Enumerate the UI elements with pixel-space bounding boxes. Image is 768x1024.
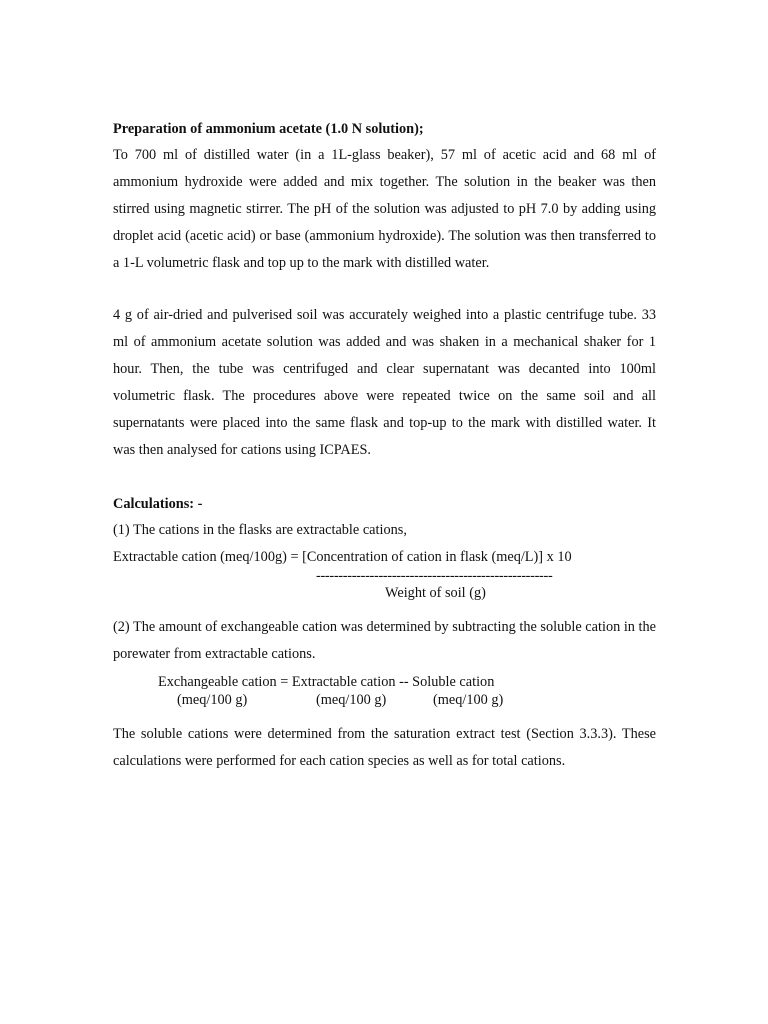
formula-2: Exchangeable cation = Extractable cation -- Soluble cation (158, 674, 495, 690)
formula-2-unit-exchangeable: (meq/100 g) (177, 692, 248, 708)
paragraph-preparation: To 700 ml of distilled water (in a 1L-glass beaker), 57 ml of acetic acid and 68 ml of ammonium hydroxide were added and mix together. The solution in the beaker was then stirred using magnetic stirrer. The pH of the solution was adjusted to pH 7.0 by adding using droplet acid (acetic acid) or base (ammonium hydroxide). The solution was then transferred to a 1-L volumetric flask and top up to the mark with distilled water. (113, 147, 656, 271)
formula-1-fraction-line: ----------------------------------------------------- (316, 568, 553, 584)
formula-2-unit-soluble: (meq/100 g) (433, 692, 504, 708)
calculation-item-1: (1) The cations in the flasks are extractable cations, (113, 522, 407, 538)
formula-1-numerator: Extractable cation (meq/100g) = [Concentration of cation in flask (meq/L)] x 10 (113, 549, 572, 565)
formula-2-unit-extractable: (meq/100 g) (316, 692, 387, 708)
closing-paragraph: The soluble cations were determined from the saturation extract test (Section 3.3.3). These calculations were performed for each cation species as well as for total cations. (113, 726, 656, 769)
section-heading-ammonium-acetate: Preparation of ammonium acetate (1.0 N solution); (113, 121, 424, 137)
formula-1-denominator: Weight of soil (g) (385, 585, 486, 601)
paragraph-procedure: 4 g of air-dried and pulverised soil was accurately weighed into a plastic centrifuge tube. 33 ml of ammonium acetate solution was added and was shaken in a mechanical shaker for 1 hour. Then, the tube was centrifuged and clear supernatant was decanted into 100ml volumetric flask. The procedures above were repeated twice on the same soil and all supernatants were placed into the same flask and top-up to the mark with distilled water. It was then analysed for cations using ICPAES. (113, 307, 656, 458)
calculation-item-2: (2) The amount of exchangeable cation was determined by subtracting the soluble cation in the porewater from extractable cations. (113, 619, 656, 662)
calculations-heading: Calculations: - (113, 496, 203, 512)
